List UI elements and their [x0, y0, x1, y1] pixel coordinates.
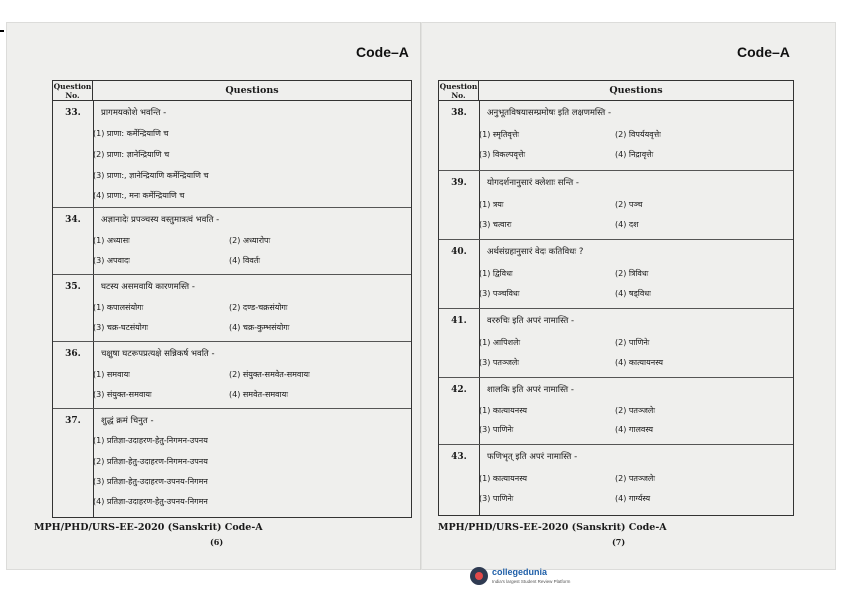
option: (3) पतञ्जलेः: [479, 358, 519, 367]
question-text: शालकि इति अपरं नामास्ति -: [487, 385, 574, 395]
question-text: फणिभृत् इति अपरं नामास्ति -: [487, 452, 578, 462]
option: (4) समवेत-समवायः: [229, 390, 288, 399]
option: (4) गार्ग्यस्य: [615, 494, 651, 503]
option: (3) पाणिनेः: [479, 425, 514, 434]
option: (1) कात्यायनस्य: [479, 474, 527, 483]
left-table-header: [53, 81, 411, 101]
option: (4) दश: [615, 220, 639, 229]
right-header-qno: Question No.: [439, 82, 478, 100]
option: (4) षड्विधः: [615, 289, 651, 298]
right-question-table: [438, 80, 794, 516]
question-row: [439, 378, 793, 445]
question-number: 33.: [65, 108, 81, 118]
left-question-table: [52, 80, 412, 518]
right-header-questions: Questions: [609, 85, 663, 96]
option: (1) कात्यायनस्य: [479, 406, 527, 415]
option: (1) त्रयः: [479, 200, 504, 209]
right-table-header: [439, 81, 793, 101]
option: (1) समवायः: [93, 370, 130, 379]
option: (2) पतञ्जलेः: [615, 474, 655, 483]
option: (4) चक्र-कुम्भसंयोगः: [229, 323, 290, 332]
option: (1) द्विविधः: [479, 269, 513, 278]
collegedunia-logo: [470, 565, 590, 589]
question-text: अज्ञानादेः प्रपञ्चस्य वस्तुमात्रत्वं भवति -: [101, 215, 220, 225]
option: (2) प्राणा: ज्ञानेन्द्रियाणि च: [93, 150, 170, 159]
question-number: 40.: [451, 247, 467, 257]
question-number: 37.: [65, 416, 81, 426]
option: (1) स्मृतिवृत्तेः: [479, 130, 519, 139]
question-number: 34.: [65, 215, 81, 225]
question-row: [439, 171, 793, 240]
question-text: चक्षुषा घटरूपप्रत्यक्षे सन्निकर्ष भवति -: [101, 349, 215, 359]
option: (3) चत्वारः: [479, 220, 512, 229]
option: (4) प्रतिज्ञा-उदाहरण-हेतु-उपनय-निगमन: [93, 497, 208, 506]
question-number: 38.: [451, 108, 467, 118]
question-row: [439, 101, 793, 171]
question-number: 35.: [65, 282, 81, 292]
question-row: [53, 208, 411, 275]
logo-name: collegedunia: [492, 567, 548, 577]
question-text: वररुचिः इति अपरं नामास्ति -: [487, 316, 575, 326]
option: (3) प्रतिज्ञा-हेतु-उदाहरण-उपनय-निगमन: [93, 477, 208, 486]
option: (1) आपिशलेः: [479, 338, 521, 347]
page-fold: [420, 22, 422, 570]
left-page-number: (6): [210, 537, 224, 547]
option: (3) संयुक्त-समवायः: [93, 390, 152, 399]
option: (3) विकल्पवृत्तेः: [479, 150, 526, 159]
option: (4) प्राणा:, मनः कर्मेन्द्रियाणि च: [93, 191, 185, 200]
option: (2) पञ्च: [615, 200, 643, 209]
option: (2) पाणिनेः: [615, 338, 650, 347]
option: (2) संयुक्त-समवेत-समवायः: [229, 370, 310, 379]
option: (2) विपर्ययवृत्तेः: [615, 130, 661, 139]
option: (4) विवर्तः: [229, 256, 261, 265]
option: (4) गालवस्य: [615, 425, 654, 434]
option: (2) त्रिविधः: [615, 269, 649, 278]
question-row: [53, 342, 411, 409]
corner-mark: [0, 30, 4, 32]
question-text: अनुभूतविषयासम्प्रमोषः इति लक्षणमस्ति -: [487, 108, 612, 118]
question-row: [53, 409, 411, 517]
question-row: [439, 445, 793, 515]
logo-tagline: India's largest Student Review Platform: [492, 579, 571, 584]
option: (3) चक्र-घटसंयोगः: [93, 323, 148, 332]
option: (1) अध्यासः: [93, 236, 130, 245]
right-footer: MPH/PHD/URS-EE-2020 (Sanskrit) Code-A: [438, 522, 667, 533]
question-number: 43.: [451, 452, 467, 462]
right-page-number: (7): [612, 537, 626, 547]
option: (3) अपवादः: [93, 256, 130, 265]
left-footer: MPH/PHD/URS-EE-2020 (Sanskrit) Code-A: [34, 522, 263, 533]
question-number: 39.: [451, 178, 467, 188]
option: (2) पतञ्जलेः: [615, 406, 655, 415]
option: (1) प्राणा: कर्मेन्द्रियाणि च: [93, 129, 169, 138]
question-text: घटस्य असमवायि कारणमस्ति -: [101, 282, 195, 292]
right-code-label: Code–A: [737, 44, 790, 60]
question-text: शुद्धं क्रमं चिनुत -: [101, 416, 154, 426]
option: (1) कपालसंयोगः: [93, 303, 144, 312]
question-text: प्रागमयकोशे भवन्ति -: [101, 108, 167, 118]
option: (3) प्राणा:, ज्ञानेन्द्रियाणि कर्मेन्द्रियाणि च: [93, 171, 209, 180]
option: (2) दण्ड-चक्रसंयोगः: [229, 303, 288, 312]
question-row: [53, 275, 411, 342]
question-row: [439, 240, 793, 309]
left-header-qno: Question No.: [53, 82, 92, 100]
option: (2) अध्यारोपः: [229, 236, 271, 245]
question-number: 36.: [65, 349, 81, 359]
option: (3) पञ्चविधः: [479, 289, 520, 298]
question-number: 41.: [451, 316, 467, 326]
question-number: 42.: [451, 385, 467, 395]
logo-mark-icon: [470, 567, 488, 585]
question-text: अर्थसंग्रहानुसारं वेदः कतिविधः ?: [487, 247, 584, 257]
option: (4) निद्रावृत्तेः: [615, 150, 654, 159]
question-text: योगदर्शनानुसारं क्लेशाः सन्ति -: [487, 178, 579, 188]
option: (3) पाणिनेः: [479, 494, 514, 503]
question-row: [53, 101, 411, 208]
option: (2) प्रतिज्ञा-हेतु-उदाहरण-निगमन-उपनय: [93, 457, 208, 466]
question-row: [439, 309, 793, 378]
left-code-label: Code–A: [356, 44, 409, 60]
left-header-questions: Questions: [225, 85, 279, 96]
option: (1) प्रतिज्ञा-उदाहरण-हेतु-निगमन-उपनय: [93, 436, 208, 445]
option: (4) कात्यायनस्य: [615, 358, 663, 367]
